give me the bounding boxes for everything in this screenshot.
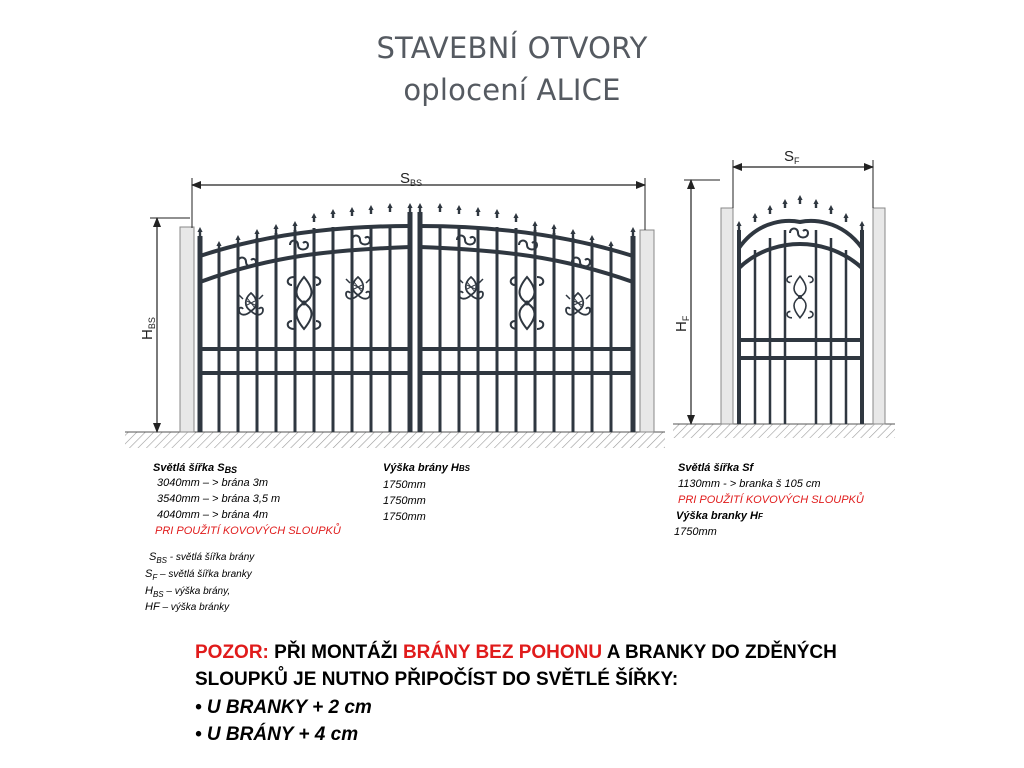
ground-hatch-gate: [125, 432, 665, 448]
wicket-gate: [739, 221, 862, 424]
gate-width-row-1: 3040mm – > brána 3m: [157, 477, 268, 489]
page-subtitle: oplocení ALICE: [403, 73, 621, 107]
legend-item-hf: HF – výška bránky: [145, 601, 230, 613]
label-sf: $S_F$: [784, 148, 800, 166]
main-gate: [200, 212, 633, 432]
gate-width-row-2: 3540mm – > brána 3,5 m: [157, 493, 281, 505]
wicket-spikes: [736, 195, 864, 230]
gate-height-heading: Výška brány HBS: [383, 462, 470, 474]
main-gate-ornaments: [238, 236, 590, 330]
label-hbs: $H_{BS}$: [139, 317, 157, 340]
wicket-height-row: 1750mm: [674, 526, 717, 538]
warning-bullet-2: • U BRÁNY + 4 cm: [195, 724, 359, 745]
legend-item-hbs: $H_{BS}$ – výška brány,: [145, 585, 231, 599]
legend-item-sf: $S_F$ – světlá šířka branky: [145, 568, 252, 582]
wicket-post-left: [721, 208, 733, 424]
legend-item-sbs: $S_{BS}$ - světlá šířka brány: [149, 551, 255, 565]
page-title: STAVEBNÍ OTVORY: [376, 31, 648, 65]
gate-height-row-3: 1750mm: [383, 511, 426, 523]
gate-width-note: PRI POUŽITÍ KOVOVÝCH SLOUPKŮ: [155, 525, 341, 537]
wicket-note: PRI POUŽITÍ KOVOVÝCH SLOUPKŮ: [678, 494, 864, 506]
gate-height-row-2: 1750mm: [383, 495, 426, 507]
wicket-width-heading: Světlá šířka Sf: [678, 462, 754, 474]
warning-line-2: SLOUPKŮ JE NUTNO PŘIPOČÍST DO SVĚTLÉ ŠÍŘKY:: [195, 669, 679, 690]
wicket-ornaments: [787, 229, 813, 318]
warning-bullet-1: • U BRANKY + 2 cm: [195, 697, 372, 718]
gate-height-row-1: 1750mm: [383, 479, 426, 491]
ground-hatch-wicket: [673, 424, 895, 438]
gate-width-heading: Světlá šířka SBS: [153, 462, 238, 475]
wicket-post-right: [873, 208, 885, 424]
post-right: [640, 230, 654, 432]
label-hf: $H_F$: [673, 315, 691, 332]
dimension-hf: [684, 180, 720, 424]
wicket-width-row: 1130mm - > branka š 105 cm: [678, 478, 821, 490]
post-left: [180, 227, 194, 432]
warning-line-1: POZOR: PŘI MONTÁŽI BRÁNY BEZ POHONU A BRANKY DO ZDĚNÝCH: [195, 642, 837, 663]
main-gate-spikes: [197, 203, 635, 250]
gate-width-row-3: 4040mm – > brána 4m: [157, 509, 268, 521]
label-sbs: $S_{BS}$: [400, 170, 423, 188]
wicket-height-heading: Výška branky HF: [676, 510, 763, 522]
dimension-sf: [733, 160, 873, 208]
